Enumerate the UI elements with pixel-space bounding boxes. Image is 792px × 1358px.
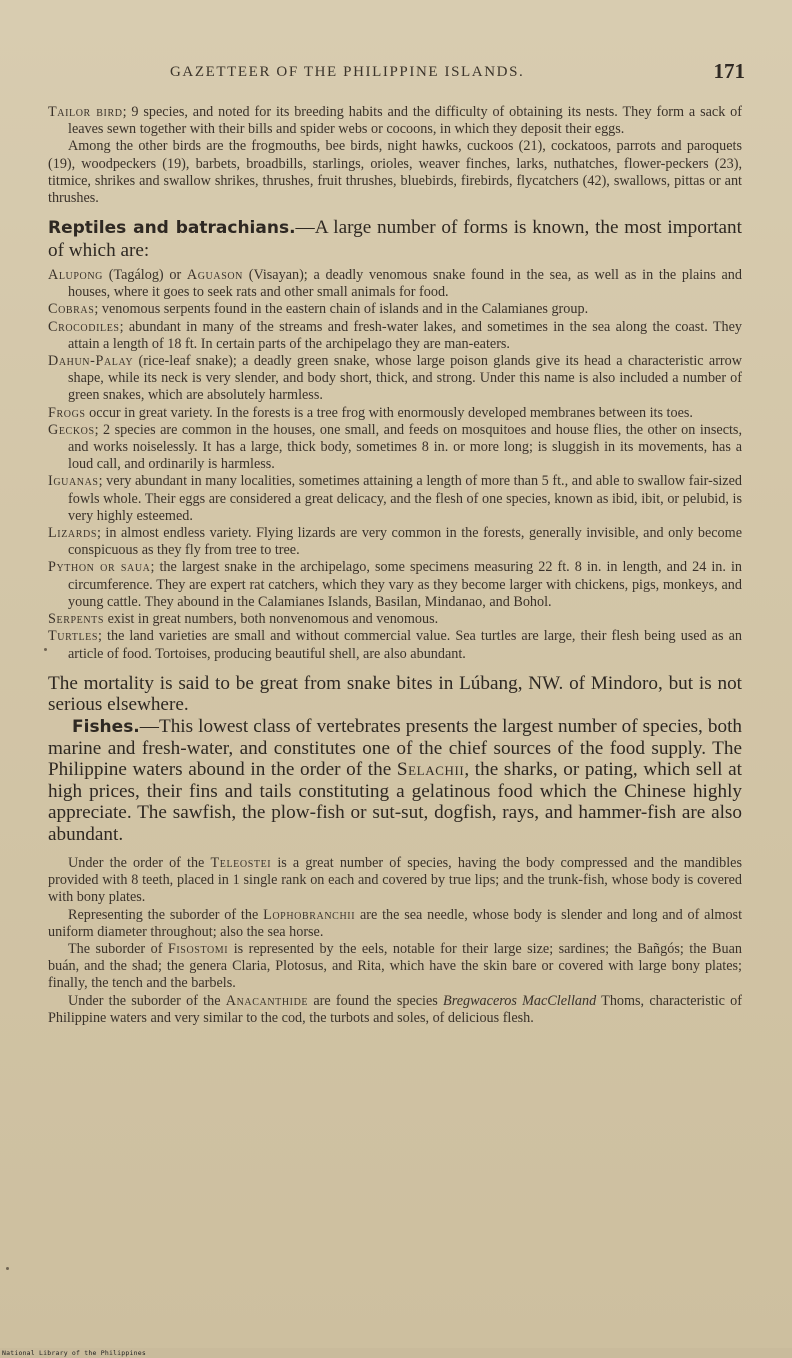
lophobranchii-text-a: Representing the suborder of the [68,906,264,923]
tailor-bird-entry [48,104,742,138]
teleostei-text-a: Under the order of the [68,854,211,871]
anacanthide-text-a: Under the suborder of the [68,992,226,1009]
fishes-text-b: , the sharks, or pating, which sell at high prices, their fins and tails constituting a gelatinous food which the Chinese highly appreciate. The sawfish, the plow-fish or sut-sut, dogfish, rays, and hammer-fish are also abundant. [48,759,742,845]
entry-term: Cobras [48,301,95,318]
entry-term: Python or saua [48,559,151,576]
anacanthide-text-c: Thoms, characteristic of Philippine waters and very similar to the cod, the turbots and soles, of delicious flesh. [48,992,742,1026]
entry-text: ; abundant in many of the streams and fresh-water lakes, and sometimes in the sea along the coast. They attain a length of 18 ft. In certain parts of the archipelago they are man-eaters. [68,318,742,352]
entry-text: (rice-leaf snake); a deadly green snake, whose large poison glands give its head a characteristic arrow shape, while its neck is very slender, and body short, thick, and strong. Under this name is also included a number of green snakes, which are absolutely harmless. [68,353,742,404]
page-body [48,104,742,1027]
library-footer: National Library of the Philippines [2,1349,146,1357]
fisostomi-term: Fisostomi [167,940,229,957]
entry-term: Geckos [48,421,95,438]
list-item [48,628,742,662]
entry-term: Serpents [48,611,105,628]
entry-term: Crocodiles [48,318,120,335]
mortality-text: The mortality is said to be great from snake bites in Lúbang, NW. of Mindoro, but is not serious elsewhere. [48,672,742,716]
anacanthide-term: Anacanthide [225,992,309,1009]
tailor-bird-term: Tailor bird [48,104,123,120]
running-title: GAZETTEER OF THE PHILIPPINE ISLANDS. [170,64,525,80]
fisostomi-text-b: is represented by the eels, notable for their large size; sardines; the Bañgós; the Buan buán, and the shad; the genera Claria, Plotosus, and Rita, which have the skin bare or covered with large bony plates; finally, the tench and the barbels. [48,940,742,992]
teleostei-text-b: is a great number of species, having the body compressed and the mandibles provided with 8 teeth, placed in 1 single rank on each and covered by true lips; and the trunk-fish, whose body is covered with bony plates. [48,854,743,906]
lophobranchii-term: Lophobranchii [263,906,356,923]
reptiles-intro-text: —A large number of forms is known, the most important of which are: [48,217,742,261]
reptiles-intro [48,217,742,261]
list-item [48,353,742,405]
anacanthide-text-b: are found the species [308,992,444,1009]
fishes-heading: Fishes. [72,716,140,737]
selachii-term: Selachii [396,759,465,781]
fishes-orders [48,855,742,1027]
entry-text: (Tagálog) or [103,267,187,284]
list-item [48,422,742,474]
list-item [48,525,742,559]
fishes-text-a: —This lowest class of vertebrates presents the largest number of species, both marine and fresh-water, and constitutes one of the chief sources of the food supply. The Philippine waters abound in the order of the [48,715,742,781]
teleostei-paragraph [48,855,742,907]
entry-term: Alupong [48,267,104,284]
entry-term-alt: Aguason [186,267,244,284]
entry-term: Iguanas [48,473,99,490]
list-item [48,405,742,422]
entry-text: occur in great variety. In the forests is a tree frog with enormously developed membranes between its toes. [85,404,693,421]
paper-speck [6,1267,9,1270]
entry-text: ; the land varieties are small and without commercial value. Sea turtles are large, their flesh being used as an article of food. Tortoises, producing beautiful shell, are also abundant. [68,628,742,662]
fisostomi-paragraph [48,941,742,993]
list-item [48,559,742,611]
reptiles-list [48,267,742,663]
list-item [48,611,742,628]
entry-text: exist in great numbers, both nonvenomous and venomous. [104,611,439,628]
entry-text: ; very abundant in many localities, sometimes attaining a length of more than 5 ft., and able to swallow fair-sized fowls whole. Their eggs are considered a great delicacy, and the flesh of one species, known as ibid, ibit, or pelubid, is very highly esteemed. [68,473,742,524]
page-number: 171 [713,59,745,83]
list-item [48,301,742,318]
entry-term: Lizards [48,525,97,542]
entry-text: ; venomous serpents found in the eastern chain of islands and in the Calamianes group. [94,301,589,318]
fishes-paragraph [48,716,742,845]
teleostei-term: Teleostei [210,854,272,871]
other-birds-paragraph: Among the other birds are the frogmouths, bee birds, night hawks, cuckoos (21), cockatoos, parrots and paroquets (19), woodpeckers (19), barbets, broadbills, starlings, orioles, weaver finches, larks, nuthatches, flower-peckers (23), titmice, shrikes and swallow shrikes, thrushes, fruit thrushes, bluebirds, firebirds, flycatchers (42), swallows, pittas or ant thrushes. [48,138,742,207]
birds-section [48,104,742,207]
entry-term: Turtles [48,628,99,645]
anacanthide-paragraph [48,993,742,1027]
reptiles-heading: Reptiles and batrachians. [48,218,296,239]
mortality-paragraph [48,673,742,716]
entry-text: ; the largest snake in the archipelago, some specimens measuring 22 ft. 8 in. in length, and 24 in. in circumference. They are expert rat catchers, which they vary as they become larger with chickens, pigs, monkeys, and young cattle. They abound in the Calamianes Islands, Basilan, Mindanao, and Bohol. [68,559,742,610]
species-name: Bregwaceros MacClelland [443,992,597,1009]
entry-text: ; in almost endless variety. Flying lizards are very common in the forests, generally invisible, and only become conspicuous as they fly from tree to tree. [68,525,742,559]
lophobranchii-text-b: are the sea needle, whose body is slender and long and of almost uniform diameter throughout; also the sea horse. [48,906,743,940]
entry-text: ; 2 species are common in the houses, one small, and feeds on mosquitoes and house flies, the other on insects, and works noiselessly. It has a large, thick body, sometimes 8 in. or more long; is sluggish in its movements, has a loud call, and ordinarily is harmless. [68,421,742,473]
fisostomi-text-a: The suborder of [68,940,168,957]
list-item [48,473,742,525]
list-item [48,267,742,301]
tailor-bird-text: ; 9 species, and noted for its breeding habits and the difficulty of obtaining its nests. They form a sack of leaves sewn together with their bills and spider webs or cocoons, in which they deposit their eggs. [68,104,742,138]
list-item [48,319,742,353]
lophobranchii-paragraph [48,907,742,941]
entry-text-cont: (Visayan); a deadly venomous snake found in the sea, as well as in the plains and houses, where it goes to seek rats and other small animals for food. [68,267,742,301]
running-header [170,59,745,86]
entry-term: Dahun-Palay [48,353,134,370]
paper-speck [44,648,47,651]
entry-term: Frogs [48,404,86,421]
